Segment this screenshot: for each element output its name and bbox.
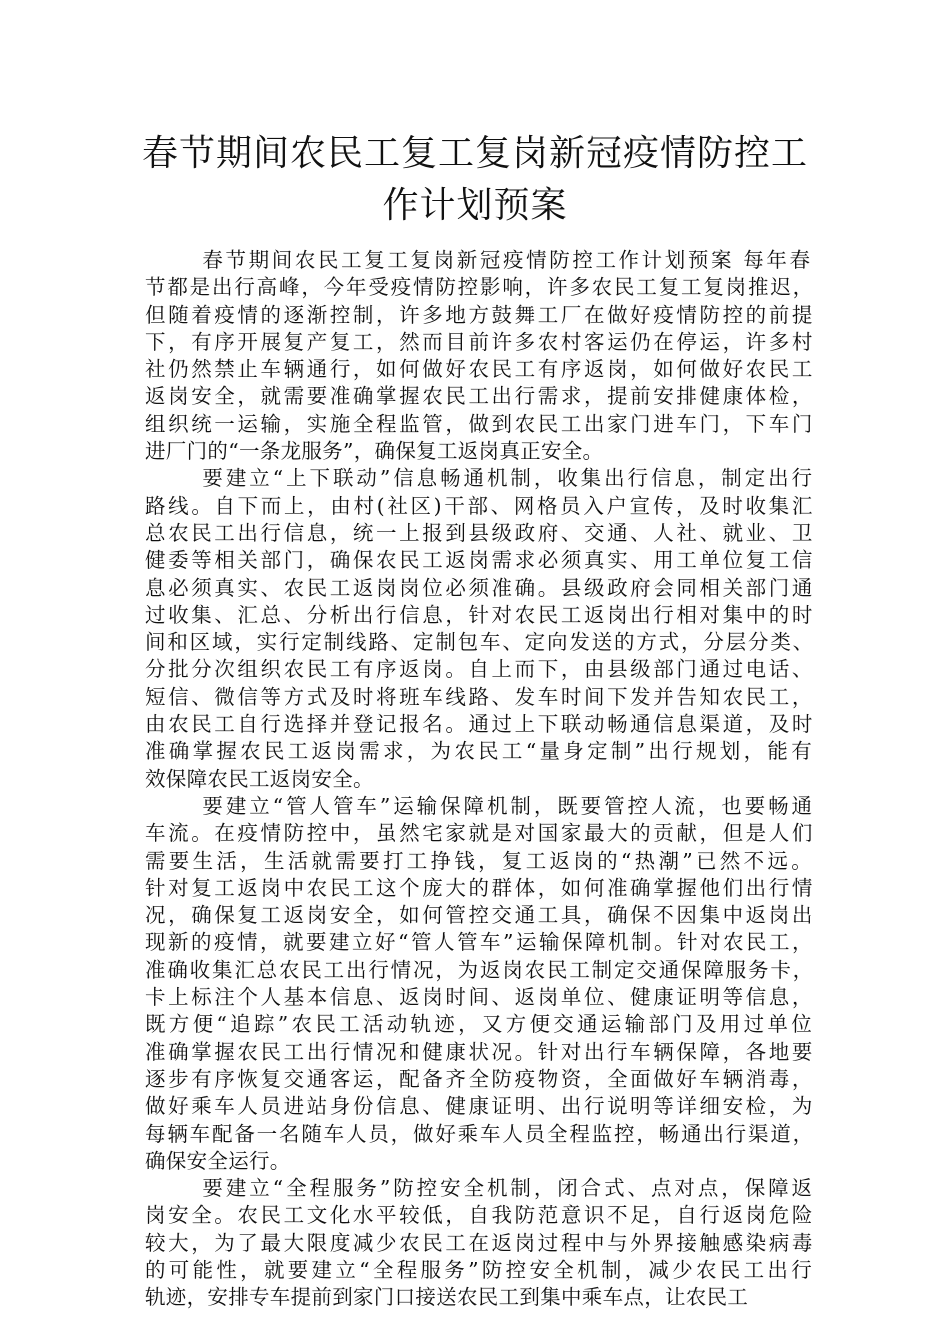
paragraph-line: 现新的疫情，就要建立好“管人管车”运输保障机制。针对农民工， xyxy=(145,930,815,955)
paragraph-line: 由农民工自行选择并登记报名。通过上下联动畅通信息渠道，及时 xyxy=(145,712,815,737)
paragraph-line: 息必须真实、农民工返岗岗位必须准确。县级政府会同相关部门通 xyxy=(145,575,815,600)
paragraph-line: 社仍然禁止车辆通行，如何做好农民工有序返岗，如何做好农民工 xyxy=(145,357,815,382)
paragraph-line: 短信、微信等方式及时将班车线路、发车时间下发并告知农民工， xyxy=(145,684,815,709)
paragraph-line: 况，确保复工返岗安全，如何管控交通工具，确保不因集中返岗出 xyxy=(145,903,815,928)
paragraph-line: 总农民工出行信息，统一上报到县级政府、交通、人社、就业、卫 xyxy=(145,520,815,545)
paragraph-line: 准确收集汇总农民工出行情况，为返岗农民工制定交通保障服务卡， xyxy=(145,957,815,982)
paragraph-line: 岗安全。农民工文化水平较低，自我防范意识不足，自行返岗危险 xyxy=(145,1203,815,1228)
paragraph-line: 过收集、汇总、分析出行信息，针对农民工返岗出行相对集中的时 xyxy=(145,602,815,627)
paragraph-line: 要建立“上下联动”信息畅通机制，收集出行信息，制定出行 xyxy=(202,466,815,491)
paragraph-line: 针对复工返岗中农民工这个庞大的群体，如何准确掌握他们出行情 xyxy=(145,875,815,900)
body-paragraph xyxy=(145,247,815,465)
paragraph-line: 既方便“追踪”农民工活动轨迹，又方便交通运输部门及用过单位 xyxy=(145,1012,815,1037)
paragraph-line: 健委等相关部门，确保农民工返岗需求必须真实、用工单位复工信 xyxy=(145,548,815,573)
paragraph-line: 间和区域，实行定制线路、定制包车、定向发送的方式，分层分类、 xyxy=(145,630,815,655)
paragraph-line: 春节期间农民工复工复岗新冠疫情防控工作计划预案 每年春 xyxy=(202,248,813,272)
document-body xyxy=(145,247,815,1312)
body-paragraph xyxy=(145,1175,815,1311)
paragraph-line: 路线。自下而上，由村(社区)干部、网格员入户宣传，及时收集汇 xyxy=(145,493,815,518)
paragraph-line: 要建立“全程服务”防控安全机制，闭合式、点对点，保障返 xyxy=(202,1176,815,1201)
title-line: 作计划预案 xyxy=(382,185,568,226)
paragraph-line: 逐步有序恢复交通客运，配备齐全防疫物资，全面做好车辆消毒， xyxy=(145,1066,815,1091)
paragraph-line: 进厂门的“一条龙服务”，确保复工返岗真正安全。 xyxy=(145,439,604,464)
paragraph-line: 但随着疫情的逐渐控制，许多地方鼓舞工厂在做好疫情防控的前提 xyxy=(145,302,815,327)
title-line: 春节期间农民工复工复岗新冠疫情防控工 xyxy=(141,133,808,174)
paragraph-line: 分批分次组织农民工有序返岗。自上而下，由县级部门通过电话、 xyxy=(145,657,815,682)
paragraph-line: 要建立“管人管车”运输保障机制，既要管控人流，也要畅通 xyxy=(202,793,815,818)
paragraph-line: 做好乘车人员进站身份信息、健康证明、出行说明等详细安检，为 xyxy=(145,1094,815,1119)
paragraph-line: 效保障农民工返岗安全。 xyxy=(145,766,374,791)
paragraph-line: 卡上标注个人基本信息、返岗时间、返岗单位、健康证明等信息， xyxy=(145,985,815,1010)
paragraph-line: 准确掌握农民工出行情况和健康状况。针对出行车辆保障，各地要 xyxy=(145,1039,815,1064)
paragraph-line: 每辆车配备一名随车人员，做好乘车人员全程监控，畅通出行渠道， xyxy=(145,1121,815,1146)
paragraph-line: 节都是出行高峰，今年受疫情防控影响，许多农民工复工复岗推迟， xyxy=(145,275,815,300)
paragraph-line: 的可能性，就要建立“全程服务”防控安全机制，减少农民工出行 xyxy=(145,1257,815,1282)
paragraph-line: 确保安全运行。 xyxy=(145,1148,291,1173)
body-paragraph xyxy=(145,793,815,1175)
paragraph-line: 准确掌握农民工返岗需求，为农民工“量身定制”出行规划，能有 xyxy=(145,739,815,764)
paragraph-line: 组织统一运输，实施全程监管，做到农民工出家门进车门，下车门 xyxy=(145,411,815,436)
document-title xyxy=(140,128,810,232)
paragraph-line: 较大，为了最大限度减少农民工在返岗过程中与外界接触感染病毒 xyxy=(145,1230,815,1255)
paragraph-line: 下，有序开展复产复工，然而目前许多农村客运仍在停运，许多村 xyxy=(145,329,815,354)
paragraph-line: 车流。在疫情防控中，虽然宅家就是对国家最大的贡献，但是人们 xyxy=(145,821,815,846)
paragraph-line: 轨迹，安排专车提前到家门口接送农民工到集中乘车点，让农民工 xyxy=(145,1285,749,1310)
paragraph-line: 返岗安全，就需要准确掌握农民工出行需求，提前安排健康体检， xyxy=(145,384,815,409)
body-paragraph xyxy=(145,465,815,793)
paragraph-line: 需要生活，生活就需要打工挣钱，复工返岗的“热潮”已然不远。 xyxy=(145,848,815,873)
